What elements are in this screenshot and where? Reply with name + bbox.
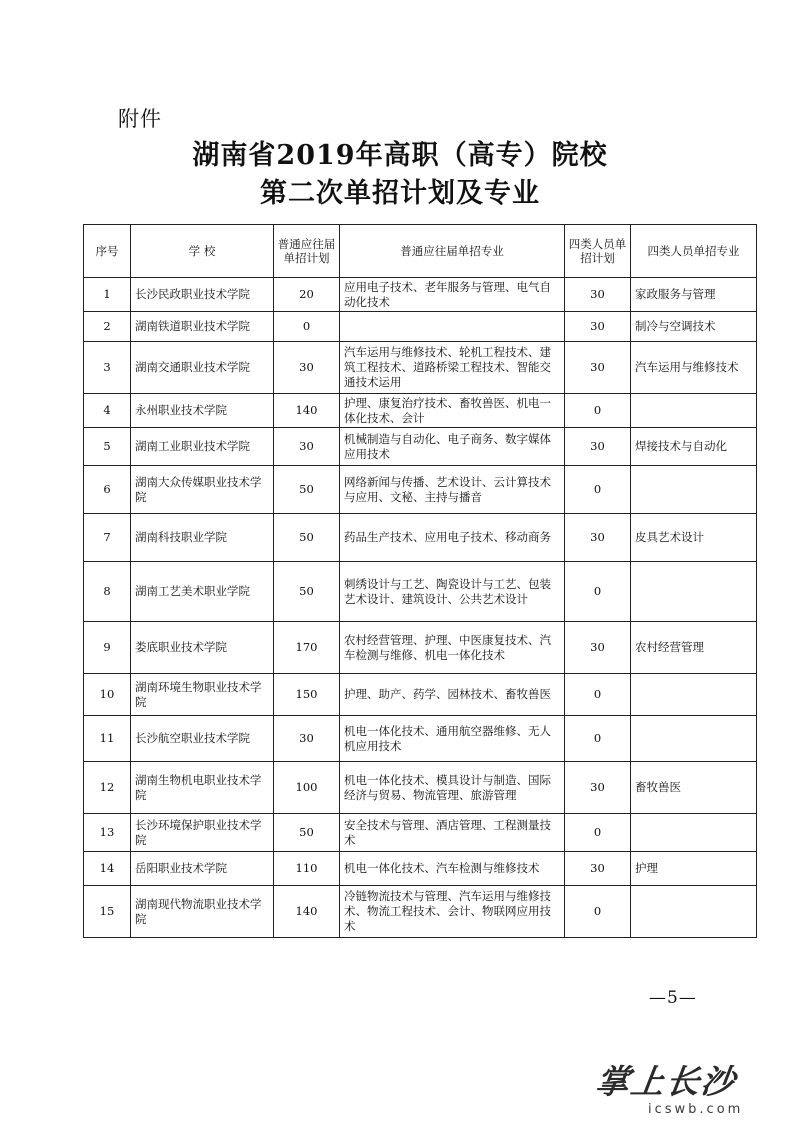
cell-school: 湖南铁道职业技术学院 [131, 312, 274, 342]
cell-no: 13 [84, 814, 131, 852]
table-row [84, 852, 757, 886]
cell-no: 1 [84, 278, 131, 312]
cell-school: 长沙航空职业技术学院 [131, 716, 274, 762]
cell-four-majors [631, 562, 757, 622]
table-row [84, 814, 757, 852]
cell-school: 湖南现代物流职业技术学院 [131, 886, 274, 938]
cell-normal-majors: 安全技术与管理、酒店管理、工程测量技术 [340, 814, 565, 852]
cell-normal-plan: 150 [274, 674, 340, 716]
cell-four-majors: 畜牧兽医 [631, 762, 757, 814]
cell-four-majors [631, 394, 757, 428]
cell-no: 11 [84, 716, 131, 762]
cell-normal-plan: 140 [274, 886, 340, 938]
table-row [84, 622, 757, 674]
cell-four-plan: 30 [565, 514, 631, 562]
cell-school: 湖南工业职业技术学院 [131, 428, 274, 466]
header-four-majors: 四类人员单招专业 [631, 225, 757, 278]
cell-four-plan: 30 [565, 622, 631, 674]
header-four-plan: 四类人员单招计划 [565, 225, 631, 278]
cell-four-majors: 家政服务与管理 [631, 278, 757, 312]
admission-plan-table [83, 224, 757, 938]
cell-normal-plan: 30 [274, 428, 340, 466]
cell-no: 15 [84, 886, 131, 938]
cell-four-plan: 0 [565, 562, 631, 622]
cell-normal-plan: 20 [274, 278, 340, 312]
cell-four-plan: 0 [565, 466, 631, 514]
cell-four-plan: 30 [565, 278, 631, 312]
table-row [84, 562, 757, 622]
header-no: 序号 [84, 225, 131, 278]
cell-four-plan: 0 [565, 674, 631, 716]
cell-four-majors: 汽车运用与维修技术 [631, 342, 757, 394]
cell-normal-majors: 护理、康复治疗技术、畜牧兽医、机电一体化技术、会计 [340, 394, 565, 428]
cell-no: 12 [84, 762, 131, 814]
cell-normal-majors: 机械制造与自动化、电子商务、数字媒体应用技术 [340, 428, 565, 466]
cell-normal-majors: 护理、助产、药学、园林技术、畜牧兽医 [340, 674, 565, 716]
table-row [84, 466, 757, 514]
cell-normal-majors: 机电一体化技术、汽车检测与维修技术 [340, 852, 565, 886]
cell-school: 湖南环境生物职业技术学院 [131, 674, 274, 716]
table-row [84, 312, 757, 342]
cell-normal-plan: 100 [274, 762, 340, 814]
cell-normal-plan: 110 [274, 852, 340, 886]
cell-school: 长沙环境保护职业技术学院 [131, 814, 274, 852]
cell-no: 3 [84, 342, 131, 394]
table-row [84, 428, 757, 466]
header-normal-majors: 普通应往届单招专业 [340, 225, 565, 278]
cell-normal-plan: 30 [274, 342, 340, 394]
watermark-brand: 掌上长沙 [593, 1062, 739, 1101]
page-number: —5— [649, 988, 697, 1008]
cell-normal-plan: 0 [274, 312, 340, 342]
cell-school: 永州职业技术学院 [131, 394, 274, 428]
cell-four-plan: 0 [565, 814, 631, 852]
header-school: 学 校 [131, 225, 274, 278]
cell-four-plan: 30 [565, 342, 631, 394]
cell-normal-plan: 50 [274, 514, 340, 562]
document-title-line1: 湖南省2019年高职（高专）院校 [192, 140, 608, 171]
cell-four-majors: 皮具艺术设计 [631, 514, 757, 562]
cell-no: 8 [84, 562, 131, 622]
cell-normal-majors: 应用电子技术、老年服务与管理、电气自动化技术 [340, 278, 565, 312]
attachment-label: 附件 [118, 107, 162, 131]
cell-school: 湖南工艺美术职业学院 [131, 562, 274, 622]
cell-no: 7 [84, 514, 131, 562]
cell-school: 娄底职业技术学院 [131, 622, 274, 674]
table-row [84, 342, 757, 394]
cell-no: 4 [84, 394, 131, 428]
cell-normal-majors: 机电一体化技术、通用航空器维修、无人机应用技术 [340, 716, 565, 762]
watermark-url: icswb.com [648, 1102, 744, 1117]
cell-four-plan: 0 [565, 716, 631, 762]
cell-four-majors [631, 886, 757, 938]
cell-four-plan: 0 [565, 394, 631, 428]
cell-four-majors: 制冷与空调技术 [631, 312, 757, 342]
cell-normal-majors: 药品生产技术、应用电子技术、移动商务 [340, 514, 565, 562]
cell-four-plan: 30 [565, 852, 631, 886]
table-row [84, 394, 757, 428]
cell-normal-plan: 50 [274, 814, 340, 852]
cell-no: 5 [84, 428, 131, 466]
cell-normal-majors: 农村经营管理、护理、中医康复技术、汽车检测与维修、机电一体化技术 [340, 622, 565, 674]
cell-no: 9 [84, 622, 131, 674]
cell-four-plan: 30 [565, 312, 631, 342]
cell-normal-plan: 30 [274, 716, 340, 762]
cell-four-majors: 焊接技术与自动化 [631, 428, 757, 466]
cell-no: 14 [84, 852, 131, 886]
cell-school: 岳阳职业技术学院 [131, 852, 274, 886]
cell-normal-majors: 汽车运用与维修技术、轮机工程技术、建筑工程技术、道路桥梁工程技术、智能交通技术运用 [340, 342, 565, 394]
table-row [84, 762, 757, 814]
cell-four-majors: 农村经营管理 [631, 622, 757, 674]
cell-normal-plan: 50 [274, 562, 340, 622]
cell-normal-majors [340, 312, 565, 342]
cell-school: 湖南交通职业技术学院 [131, 342, 274, 394]
table-row [84, 278, 757, 312]
document-title-line2: 第二次单招计划及专业 [260, 178, 540, 209]
cell-school: 湖南生物机电职业技术学院 [131, 762, 274, 814]
cell-normal-majors: 网络新闻与传播、艺术设计、云计算技术与应用、文秘、主持与播音 [340, 466, 565, 514]
cell-school: 湖南科技职业学院 [131, 514, 274, 562]
table-row [84, 514, 757, 562]
watermark-logo [593, 1062, 766, 1124]
table-row [84, 886, 757, 938]
cell-normal-plan: 50 [274, 466, 340, 514]
cell-normal-plan: 140 [274, 394, 340, 428]
header-normal-plan: 普通应往届单招计划 [274, 225, 340, 278]
cell-normal-plan: 170 [274, 622, 340, 674]
table-row [84, 716, 757, 762]
cell-four-majors [631, 716, 757, 762]
table-row [84, 674, 757, 716]
cell-four-majors [631, 466, 757, 514]
cell-no: 2 [84, 312, 131, 342]
cell-school: 长沙民政职业技术学院 [131, 278, 274, 312]
cell-normal-majors: 机电一体化技术、模具设计与制造、国际经济与贸易、物流管理、旅游管理 [340, 762, 565, 814]
cell-no: 10 [84, 674, 131, 716]
cell-no: 6 [84, 466, 131, 514]
cell-four-plan: 30 [565, 428, 631, 466]
cell-four-plan: 30 [565, 762, 631, 814]
cell-four-majors [631, 814, 757, 852]
cell-normal-majors: 刺绣设计与工艺、陶瓷设计与工艺、包装艺术设计、建筑设计、公共艺术设计 [340, 562, 565, 622]
cell-school: 湖南大众传媒职业技术学院 [131, 466, 274, 514]
cell-normal-majors: 冷链物流技术与管理、汽车运用与维修技术、物流工程技术、会计、物联网应用技术 [340, 886, 565, 938]
table-header [84, 225, 757, 278]
cell-four-majors [631, 674, 757, 716]
cell-four-plan: 0 [565, 886, 631, 938]
cell-four-majors: 护理 [631, 852, 757, 886]
table-body [84, 278, 757, 938]
